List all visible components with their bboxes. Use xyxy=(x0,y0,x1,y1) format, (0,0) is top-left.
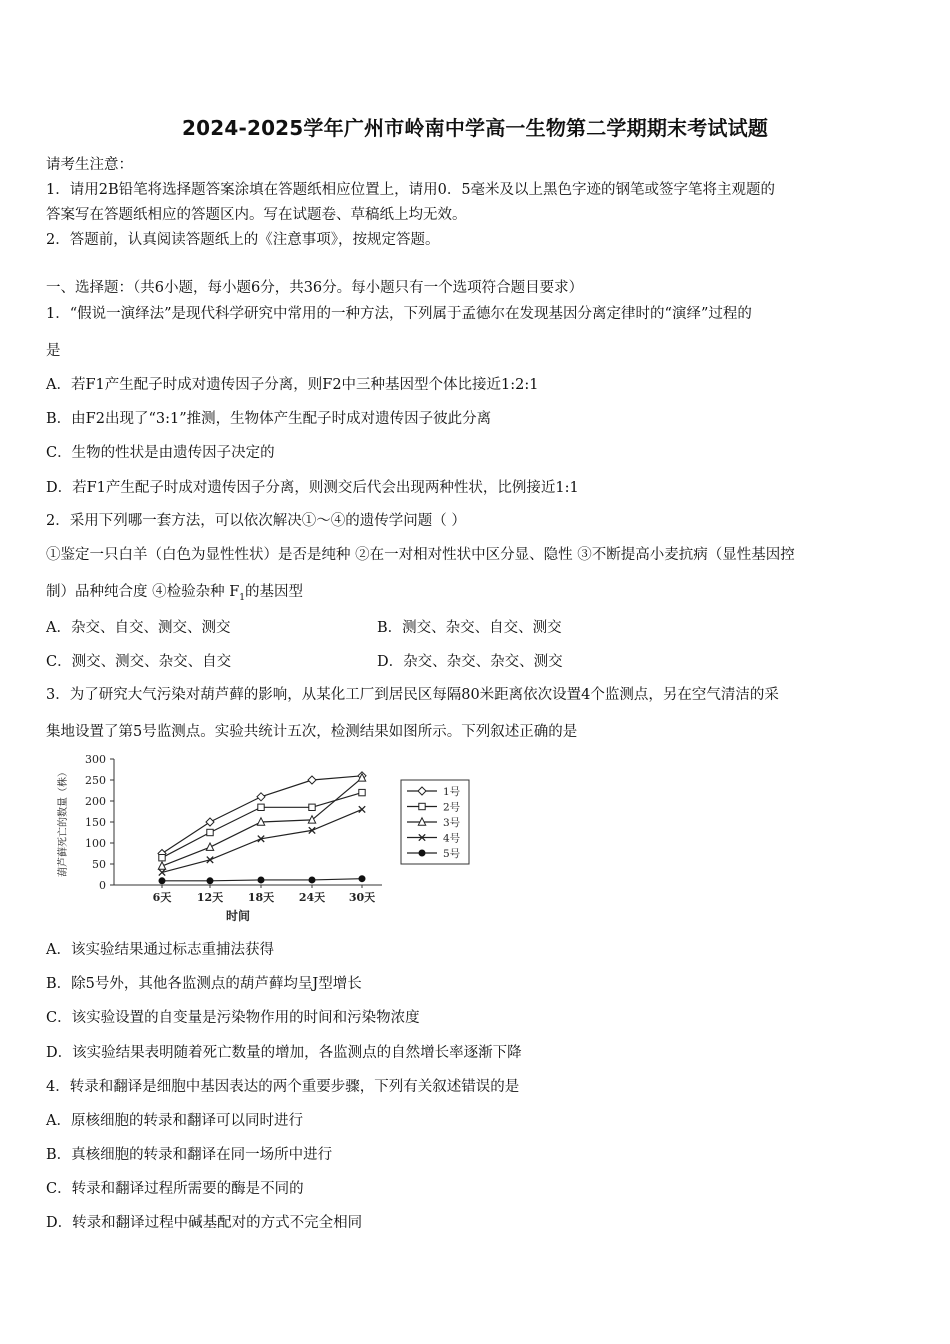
q3-stem-line-2: 集地设置了第5号监测点。实验共统计五次，检测结果如图所示。下列叙述正确的是 xyxy=(46,724,578,740)
q1-stem-line-1: 1．“假说一演绎法”是现代科学研究中常用的一种方法，下列属于孟德尔在发现基因分离定律时的“演绎”过程的 xyxy=(46,306,752,322)
q1-option-b: B．由F2出现了“3:1”推测，生物体产生配子时成对遗传因子彼此分离 xyxy=(46,411,492,427)
legend-marker xyxy=(419,803,425,809)
x-tick-label: 18天 xyxy=(247,891,275,904)
legend-label: 4号 xyxy=(443,832,461,845)
q2-option-d: D．杂交、杂交、杂交、测交 xyxy=(377,654,563,670)
q3-option-c: C．该实验设置的自变量是污染物作用的时间和污染物浓度 xyxy=(46,1010,420,1026)
series-3-point xyxy=(308,816,315,823)
q1-option-d: D．若F1产生配子时成对遗传因子分离，则测交后代会出现两种性状，比例接近1:1 xyxy=(46,480,579,496)
legend-label: 1号 xyxy=(443,786,461,798)
q2-items-line-2 xyxy=(46,580,303,603)
series-1-point xyxy=(206,818,214,826)
notice-item-2: 2．答题前，认真阅读答题纸上的《注意事项》，按规定答题。 xyxy=(46,232,440,248)
y-tick-label: 150 xyxy=(85,816,106,829)
q1-option-a: A．若F1产生配子时成对遗传因子分离，则F2中三种基因型个体比接近1:2:1 xyxy=(46,377,539,393)
q4-stem: 4．转录和翻译是细胞中基因表达的两个重要步骤，下列有关叙述错误的是 xyxy=(46,1079,520,1095)
notice-heading: 请考生注意： xyxy=(46,157,133,173)
q4-option-b: B．真核细胞的转录和翻译在同一场所中进行 xyxy=(46,1147,333,1163)
series-2-point xyxy=(309,804,315,810)
q3-stem-line-1: 3．为了研究大气污染对葫芦藓的影响，从某化工厂到居民区每隔80米距离依次设置4个监测点，另在空气清洁的采 xyxy=(46,687,779,703)
x-tick-label: 24天 xyxy=(298,891,326,904)
series-4-point xyxy=(359,806,365,812)
q3-option-b: B．除5号外，其他各监测点的葫芦藓均呈J型增长 xyxy=(46,976,362,992)
legend-label: 3号 xyxy=(443,817,461,829)
series-5-point xyxy=(258,877,264,883)
x-axis-label: 时间 xyxy=(225,909,251,923)
series-2-point xyxy=(159,855,165,861)
series-1-point xyxy=(308,776,316,784)
series-2-point xyxy=(207,829,213,835)
series-1-point xyxy=(257,793,265,801)
x-tick-label: 12天 xyxy=(196,891,224,904)
x-tick-label: 30天 xyxy=(348,891,376,904)
legend-label: 5号 xyxy=(443,848,461,860)
q3-option-d: D．该实验结果表明随着死亡数量的增加，各监测点的自然增长率逐渐下降 xyxy=(46,1045,522,1061)
y-tick-label: 50 xyxy=(92,858,106,871)
legend-label: 2号 xyxy=(443,801,461,814)
series-5-point xyxy=(159,878,165,884)
series-5-point xyxy=(359,876,365,882)
q2-items-line-1: ①鉴定一只白羊（白色为显性性状）是否是纯种 ②在一对相对性状中区分显、隐性 ③不断提高小麦抗病（显性基因控 xyxy=(46,547,795,563)
legend-marker xyxy=(419,850,425,856)
series-5-point xyxy=(309,877,315,883)
q4-option-a: A．原核细胞的转录和翻译可以同时进行 xyxy=(46,1113,303,1129)
q3-option-a: A．该实验结果通过标志重捕法获得 xyxy=(46,942,274,958)
q1-option-c: C．生物的性状是由遗传因子决定的 xyxy=(46,445,275,461)
series-3-point xyxy=(206,843,213,850)
series-5-point xyxy=(207,878,213,884)
q2-option-a: A．杂交、自交、测交、测交 xyxy=(46,620,231,636)
series-2-point xyxy=(359,789,365,795)
notice-item-1-line-1: 1．请用2B铅笔将选择题答案涂填在答题纸相应位置上，请用0．5毫米及以上黑色字迹的钢笔或签字笔将主观题的 xyxy=(46,182,776,198)
series-2-point xyxy=(258,804,264,810)
q4-option-d: D．转录和翻译过程中碱基配对的方式不完全相同 xyxy=(46,1215,363,1231)
y-tick-label: 100 xyxy=(85,837,106,850)
section-heading: 一、选择题：（共6小题，每小题6分，共36分。每小题只有一个选项符合题目要求） xyxy=(46,280,584,296)
q2-option-b: B．测交、杂交、自交、测交 xyxy=(377,620,562,636)
x-tick-label: 6天 xyxy=(152,891,172,904)
y-tick-label: 300 xyxy=(85,753,106,766)
y-axis-label: 葫芦藓死亡的数量（株） xyxy=(58,767,69,877)
q2-items-line-2-b: 的基因型 xyxy=(245,584,304,600)
y-tick-label: 200 xyxy=(85,795,106,808)
y-tick-label: 0 xyxy=(99,879,106,892)
q2-stem: 2．采用下列哪一套方法，可以依次解决①～④的遗传学问题（ ） xyxy=(46,513,466,529)
notice-item-1-line-2: 答案写在答题纸相应的答题区内。写在试题卷、草稿纸上均无效。 xyxy=(46,207,467,223)
q3-line-chart xyxy=(44,748,484,926)
q2-option-c: C．测交、测交、杂交、自交 xyxy=(46,654,232,670)
q1-stem-line-2: 是 xyxy=(46,343,61,359)
q2-items-line-2-a: 制）品种纯合度 ④检验杂种 F xyxy=(46,584,240,600)
q2-items-line-2-sub: 1 xyxy=(239,592,246,603)
q4-option-c: C．转录和翻译过程所需要的酶是不同的 xyxy=(46,1181,304,1197)
page-title: 2024-2025学年广州市岭南中学高一生物第二学期期末考试试题 xyxy=(181,116,769,140)
y-tick-label: 250 xyxy=(85,774,106,787)
